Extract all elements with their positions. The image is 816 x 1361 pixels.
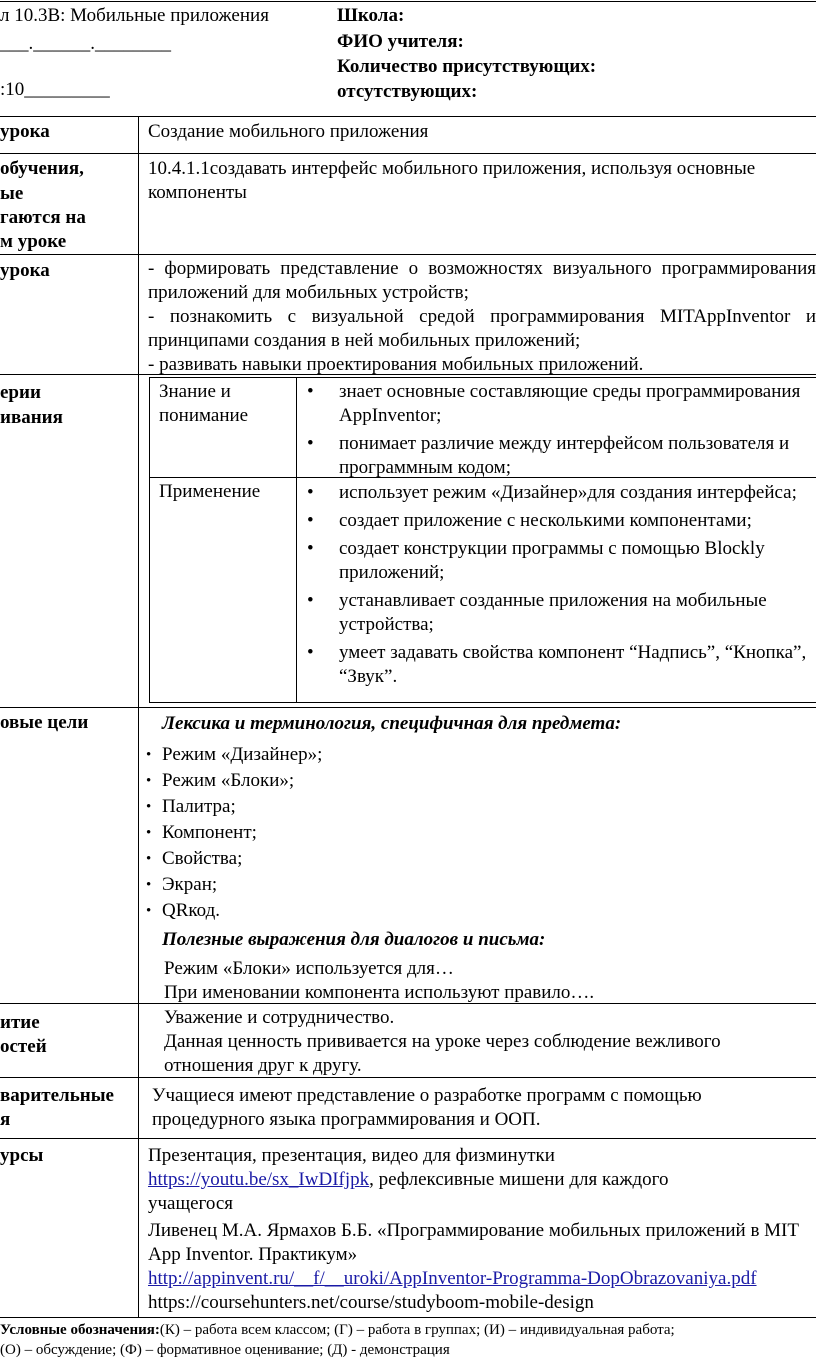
phrases-title: Полезные выражения для диалогов и письма:	[162, 929, 546, 950]
present-count-label: Количество присутствующих:	[337, 56, 597, 77]
legend-line: (О) – обсуждение; (Ф) – формативное оценивание; (Д) - демонстрация	[0, 1342, 450, 1358]
values-label-line: остей	[0, 1036, 47, 1057]
teacher-label: ФИО учителя:	[337, 31, 464, 52]
values-line: Уважение и сотрудничество.	[164, 1007, 395, 1028]
book-reference: Ливенец М.А. Ярмахов Б.Б. «Программирование мобильных приложений в MIT App Inventor. Практикум»	[148, 1220, 799, 1265]
objectives-label-line: ые	[0, 183, 24, 204]
lesson-goal-item: - формировать представление о возможностях визуального программирования приложений для мобильных устройств;	[148, 258, 816, 303]
label-column-border	[138, 116, 139, 1317]
bullet-icon: •	[307, 433, 314, 454]
values-content	[164, 1006, 804, 1078]
objectives-label-line: гаются на	[0, 207, 86, 228]
topic-content: Создание мобильного приложения	[148, 121, 429, 142]
bullet-icon: •	[146, 851, 152, 867]
criteria-table-bottom	[149, 702, 816, 703]
values-label-line: итие	[0, 1012, 40, 1033]
bullet-icon: •	[146, 877, 152, 893]
language-goals-label: овые цели	[0, 712, 89, 733]
bullet-icon: •	[146, 903, 152, 919]
bullet-icon: •	[146, 825, 152, 841]
list-item: • создает приложение с несколькими компонентами;	[307, 510, 752, 531]
video-link[interactable]: https://youtu.be/sx_IwDIfjpk	[148, 1169, 370, 1190]
legend-title: Условные обозначения:	[0, 1322, 160, 1338]
pdf-link[interactable]: http://appinvent.ru/__f/__uroki/AppInventor-Programma-DopObrazovaniya.pdf	[148, 1268, 757, 1289]
class-number-line: :10_________	[0, 79, 110, 100]
criteria-table-left	[149, 377, 150, 703]
criteria-label-line: ерии	[0, 382, 41, 403]
list-item: • Палитра;	[146, 794, 546, 820]
resources-text: Презентация, презентация, видео для физминутки	[148, 1145, 555, 1166]
legend-line	[0, 1320, 675, 1341]
lesson-goals-label: урока	[0, 260, 50, 281]
prior-content: Учащиеся имеют представление о разработке программ с помощью процедурного языка программирования и ООП.	[152, 1085, 702, 1130]
vocab-title: Лексика и терминология, специфичная для предмета:	[162, 713, 622, 734]
resources-label: урсы	[0, 1145, 44, 1166]
list-item: • умеет задавать свойства компонент “Надпись”, “Кнопка”, “Звук”.	[307, 642, 807, 687]
values-line: Данная ценность прививается на уроке через соблюдение вежливого отношения друг к другу.	[164, 1031, 721, 1076]
list-item: • устанавливает созданные приложения на мобильные устройства;	[307, 590, 767, 635]
list-item: • Свойства;	[146, 846, 546, 872]
knowledge-label: Знание и понимание	[159, 381, 249, 426]
resources-p1	[148, 1144, 748, 1216]
list-item: • знает основные составляющие среды программирования AppInventor;	[307, 381, 801, 426]
bullet-icon: •	[146, 773, 152, 789]
class-subject-line: л 10.3В: Мобильные приложения	[0, 5, 269, 26]
criteria-label-line: ивания	[0, 407, 63, 428]
row-divider	[0, 707, 816, 708]
list-item: • Режим «Дизайнер»;	[146, 742, 546, 768]
vocab-list	[146, 742, 546, 924]
date-line: ___.______.________	[0, 33, 171, 54]
objectives-content: 10.4.1.1создавать интерфейс мобильного приложения, используя основные компоненты	[148, 158, 756, 203]
school-label: Школа:	[337, 5, 405, 26]
bullet-icon: •	[307, 642, 314, 663]
list-item: • понимает различие между интерфейсом пользователя и программным кодом;	[307, 433, 790, 478]
prior-label-line: я	[0, 1109, 11, 1130]
bullet-icon: •	[146, 747, 152, 763]
bullet-icon: •	[307, 510, 314, 531]
list-item: • создает конструкции программы с помощью Blockly приложений;	[307, 538, 765, 583]
legend-text: (К) – работа всем классом; (Г) – работа в группах; (И) – индивидуальная работа;	[159, 1322, 675, 1338]
row-divider	[0, 1138, 816, 1139]
lesson-goal-item: - познакомить с визуальной средой программирования MITAppInventor и принципами создания в ней мобильных приложений;	[148, 306, 816, 351]
criteria-table-top	[149, 377, 816, 378]
row-divider	[0, 254, 816, 255]
list-item: • Экран;	[146, 872, 546, 898]
objectives-label-line: обучения,	[0, 158, 84, 179]
list-item: • Компонент;	[146, 820, 546, 846]
bullet-icon: •	[307, 482, 314, 503]
absent-count-label: отсутствующих:	[337, 81, 478, 102]
top-border	[0, 1, 816, 2]
resources-text: , рефлексивные мишени для каждого учащегося	[148, 1169, 669, 1214]
topic-label: урока	[0, 121, 50, 142]
table-bottom-border	[0, 1317, 816, 1318]
course-url: https://coursehunters.net/course/studyboom-mobile-design	[148, 1292, 594, 1313]
lesson-goals-content	[148, 257, 816, 377]
application-label: Применение	[159, 481, 261, 502]
objectives-label-line: м уроке	[0, 231, 67, 252]
list-item: • Режим «Блоки»;	[146, 768, 546, 794]
row-divider	[0, 116, 816, 117]
phrase-line: При именовании компонента используют правило….	[164, 982, 595, 1003]
list-item: • использует режим «Дизайнер»для создания интерфейса;	[307, 482, 797, 503]
application-list	[299, 481, 816, 689]
resources-p2	[148, 1219, 816, 1315]
knowledge-list	[299, 380, 816, 480]
prior-label-line: варительные	[0, 1085, 114, 1106]
list-item: • QRкод.	[146, 898, 546, 924]
bullet-icon: •	[307, 538, 314, 559]
criteria-table-middle	[296, 377, 297, 703]
phrase-line: Режим «Блоки» используется для…	[164, 958, 454, 979]
row-divider	[0, 153, 816, 154]
bullet-icon: •	[307, 590, 314, 611]
bullet-icon: •	[146, 799, 152, 815]
bullet-icon: •	[307, 381, 314, 402]
lesson-goal-item: - развивать навыки проектирования мобильных приложений.	[148, 354, 644, 375]
